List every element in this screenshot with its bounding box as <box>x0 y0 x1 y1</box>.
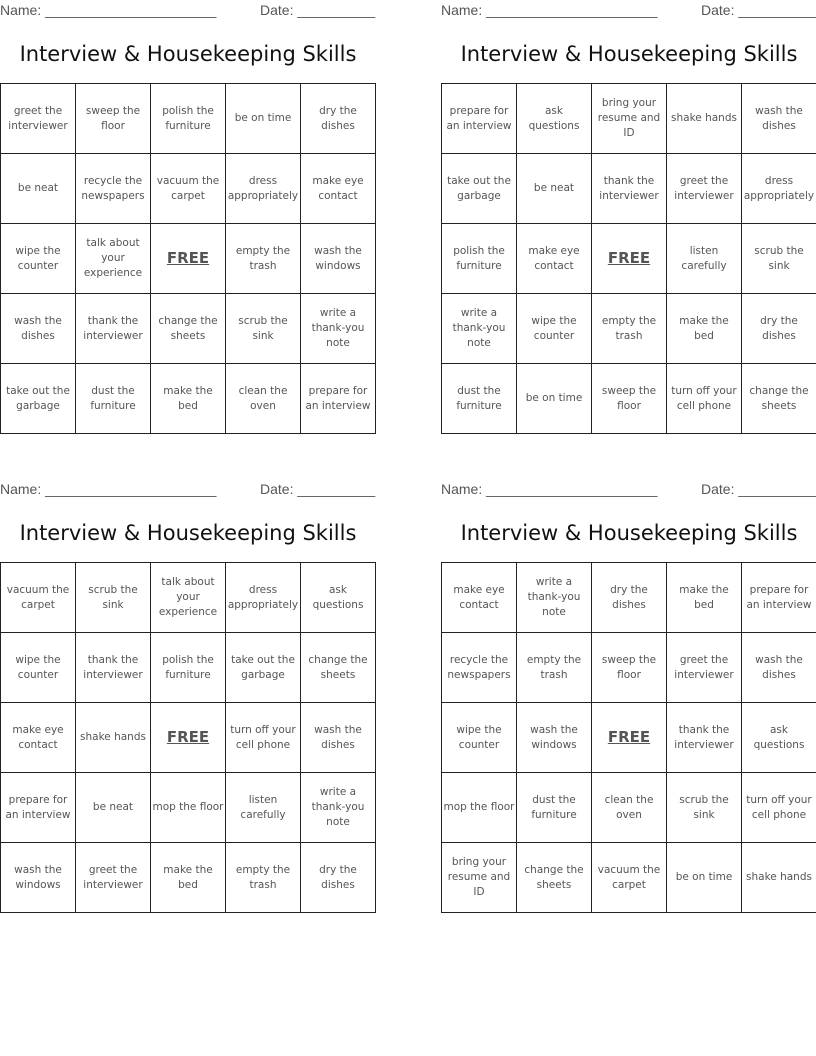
grid-cell: bring your resume and ID <box>442 843 517 913</box>
grid-cell: write a thank-you note <box>301 773 376 843</box>
grid-cell: empty the trash <box>592 294 667 364</box>
grid-cell: scrub the sink <box>226 294 301 364</box>
grid-cell: empty the trash <box>226 843 301 913</box>
grid-cell: recycle the newspapers <box>76 154 151 224</box>
card-title: Interview & Housekeeping Skills <box>19 521 357 545</box>
grid-row <box>1 773 376 843</box>
grid-cell: change the sheets <box>151 294 226 364</box>
grid-cell: greet the interviewer <box>76 843 151 913</box>
grid-cell: thank the interviewer <box>76 633 151 703</box>
grid-cell: be on time <box>517 364 592 434</box>
grid-cell: wash the dishes <box>301 703 376 773</box>
grid-cell: turn off your cell phone <box>226 703 301 773</box>
grid-cell: make eye contact <box>301 154 376 224</box>
grid-cell: dry the dishes <box>592 563 667 633</box>
grid-cell: wipe the counter <box>517 294 592 364</box>
grid-row <box>1 563 376 633</box>
grid-row <box>1 294 376 364</box>
grid-cell: take out the garbage <box>442 154 517 224</box>
grid-cell: wash the windows <box>517 703 592 773</box>
free-space: FREE <box>592 224 667 294</box>
grid-cell: vacuum the carpet <box>1 563 76 633</box>
card-title: Interview & Housekeeping Skills <box>460 521 798 545</box>
grid-cell: scrub the sink <box>742 224 816 294</box>
date-field: Date: __________ <box>701 2 816 18</box>
grid-cell: write a thank-you note <box>517 563 592 633</box>
grid-cell: shake hands <box>667 84 742 154</box>
grid-cell: scrub the sink <box>76 563 151 633</box>
grid-row <box>442 154 816 224</box>
grid-cell: write a thank-you note <box>442 294 517 364</box>
grid-cell: dry the dishes <box>301 84 376 154</box>
grid-cell: wipe the counter <box>1 224 76 294</box>
grid-cell: scrub the sink <box>667 773 742 843</box>
grid-cell: wipe the counter <box>1 633 76 703</box>
grid-cell: vacuum the carpet <box>151 154 226 224</box>
name-field: Name: ______________________ <box>0 2 217 18</box>
grid-row <box>1 364 376 434</box>
grid-cell: prepare for an interview <box>301 364 376 434</box>
grid-row <box>442 224 816 294</box>
grid-cell: clean the oven <box>592 773 667 843</box>
grid-row <box>1 84 376 154</box>
grid-cell: make eye contact <box>1 703 76 773</box>
grid-cell: ask questions <box>517 84 592 154</box>
bingo-card <box>441 0 816 440</box>
grid-cell: shake hands <box>742 843 816 913</box>
grid-cell: change the sheets <box>742 364 816 434</box>
grid-cell: sweep the floor <box>592 364 667 434</box>
free-space: FREE <box>151 703 226 773</box>
grid-cell: prepare for an interview <box>742 563 816 633</box>
grid-cell: greet the interviewer <box>1 84 76 154</box>
grid-cell: dress appropriately <box>226 154 301 224</box>
date-field: Date: __________ <box>701 481 816 497</box>
grid-cell: mop the floor <box>151 773 226 843</box>
bingo-card <box>441 479 816 919</box>
grid-cell: listen carefully <box>226 773 301 843</box>
grid-cell: thank the interviewer <box>76 294 151 364</box>
grid-cell: sweep the floor <box>76 84 151 154</box>
bingo-grid <box>441 562 816 913</box>
grid-cell: wash the dishes <box>742 84 816 154</box>
bingo-grid <box>441 83 816 434</box>
grid-cell: dust the furniture <box>76 364 151 434</box>
bingo-card <box>0 0 376 440</box>
grid-cell: wash the dishes <box>742 633 816 703</box>
grid-cell: ask questions <box>742 703 816 773</box>
grid-cell: dress appropriately <box>226 563 301 633</box>
grid-cell: wash the windows <box>301 224 376 294</box>
grid-cell: thank the interviewer <box>667 703 742 773</box>
grid-cell: clean the oven <box>226 364 301 434</box>
grid-cell: sweep the floor <box>592 633 667 703</box>
free-space: FREE <box>592 703 667 773</box>
grid-cell: polish the furniture <box>442 224 517 294</box>
name-field: Name: ______________________ <box>0 481 217 497</box>
grid-cell: vacuum the carpet <box>592 843 667 913</box>
card-title: Interview & Housekeeping Skills <box>19 42 357 66</box>
grid-cell: turn off your cell phone <box>667 364 742 434</box>
grid-row <box>442 773 816 843</box>
grid-cell: be on time <box>667 843 742 913</box>
grid-cell: dust the furniture <box>517 773 592 843</box>
bingo-grid <box>0 562 376 913</box>
grid-cell: dust the furniture <box>442 364 517 434</box>
grid-cell: make the bed <box>667 563 742 633</box>
grid-row <box>1 224 376 294</box>
date-field: Date: __________ <box>260 2 376 18</box>
grid-cell: make the bed <box>667 294 742 364</box>
grid-cell: dress appropriately <box>742 154 816 224</box>
grid-cell: make eye contact <box>517 224 592 294</box>
grid-cell: be neat <box>76 773 151 843</box>
grid-cell: talk about your experience <box>76 224 151 294</box>
grid-cell: be neat <box>1 154 76 224</box>
grid-cell: ask questions <box>301 563 376 633</box>
grid-cell: empty the trash <box>226 224 301 294</box>
grid-row <box>442 703 816 773</box>
grid-cell: make eye contact <box>442 563 517 633</box>
grid-cell: make the bed <box>151 843 226 913</box>
bingo-card <box>0 479 376 919</box>
grid-cell: polish the furniture <box>151 633 226 703</box>
bingo-grid <box>0 83 376 434</box>
grid-cell: change the sheets <box>517 843 592 913</box>
name-field: Name: ______________________ <box>441 2 658 18</box>
grid-cell: dry the dishes <box>301 843 376 913</box>
grid-cell: wash the windows <box>1 843 76 913</box>
grid-cell: mop the floor <box>442 773 517 843</box>
grid-row <box>442 294 816 364</box>
card-title: Interview & Housekeeping Skills <box>460 42 798 66</box>
grid-cell: talk about your experience <box>151 563 226 633</box>
grid-cell: wash the dishes <box>1 294 76 364</box>
grid-cell: make the bed <box>151 364 226 434</box>
grid-row <box>442 843 816 913</box>
grid-cell: turn off your cell phone <box>742 773 816 843</box>
grid-cell: be neat <box>517 154 592 224</box>
grid-row <box>1 154 376 224</box>
date-field: Date: __________ <box>260 481 376 497</box>
grid-cell: prepare for an interview <box>442 84 517 154</box>
grid-cell: dry the dishes <box>742 294 816 364</box>
grid-cell: greet the interviewer <box>667 154 742 224</box>
grid-cell: listen carefully <box>667 224 742 294</box>
grid-row <box>442 633 816 703</box>
grid-cell: recycle the newspapers <box>442 633 517 703</box>
grid-row <box>442 84 816 154</box>
grid-cell: wipe the counter <box>442 703 517 773</box>
grid-row <box>1 633 376 703</box>
grid-cell: write a thank-you note <box>301 294 376 364</box>
name-field: Name: ______________________ <box>441 481 658 497</box>
grid-cell: greet the interviewer <box>667 633 742 703</box>
grid-cell: be on time <box>226 84 301 154</box>
grid-row <box>1 703 376 773</box>
grid-row <box>442 563 816 633</box>
grid-cell: change the sheets <box>301 633 376 703</box>
grid-cell: prepare for an interview <box>1 773 76 843</box>
grid-cell: take out the garbage <box>1 364 76 434</box>
grid-cell: shake hands <box>76 703 151 773</box>
free-space: FREE <box>151 224 226 294</box>
grid-cell: take out the garbage <box>226 633 301 703</box>
grid-row <box>442 364 816 434</box>
grid-cell: empty the trash <box>517 633 592 703</box>
grid-cell: bring your resume and ID <box>592 84 667 154</box>
grid-row <box>1 843 376 913</box>
grid-cell: polish the furniture <box>151 84 226 154</box>
grid-cell: thank the interviewer <box>592 154 667 224</box>
